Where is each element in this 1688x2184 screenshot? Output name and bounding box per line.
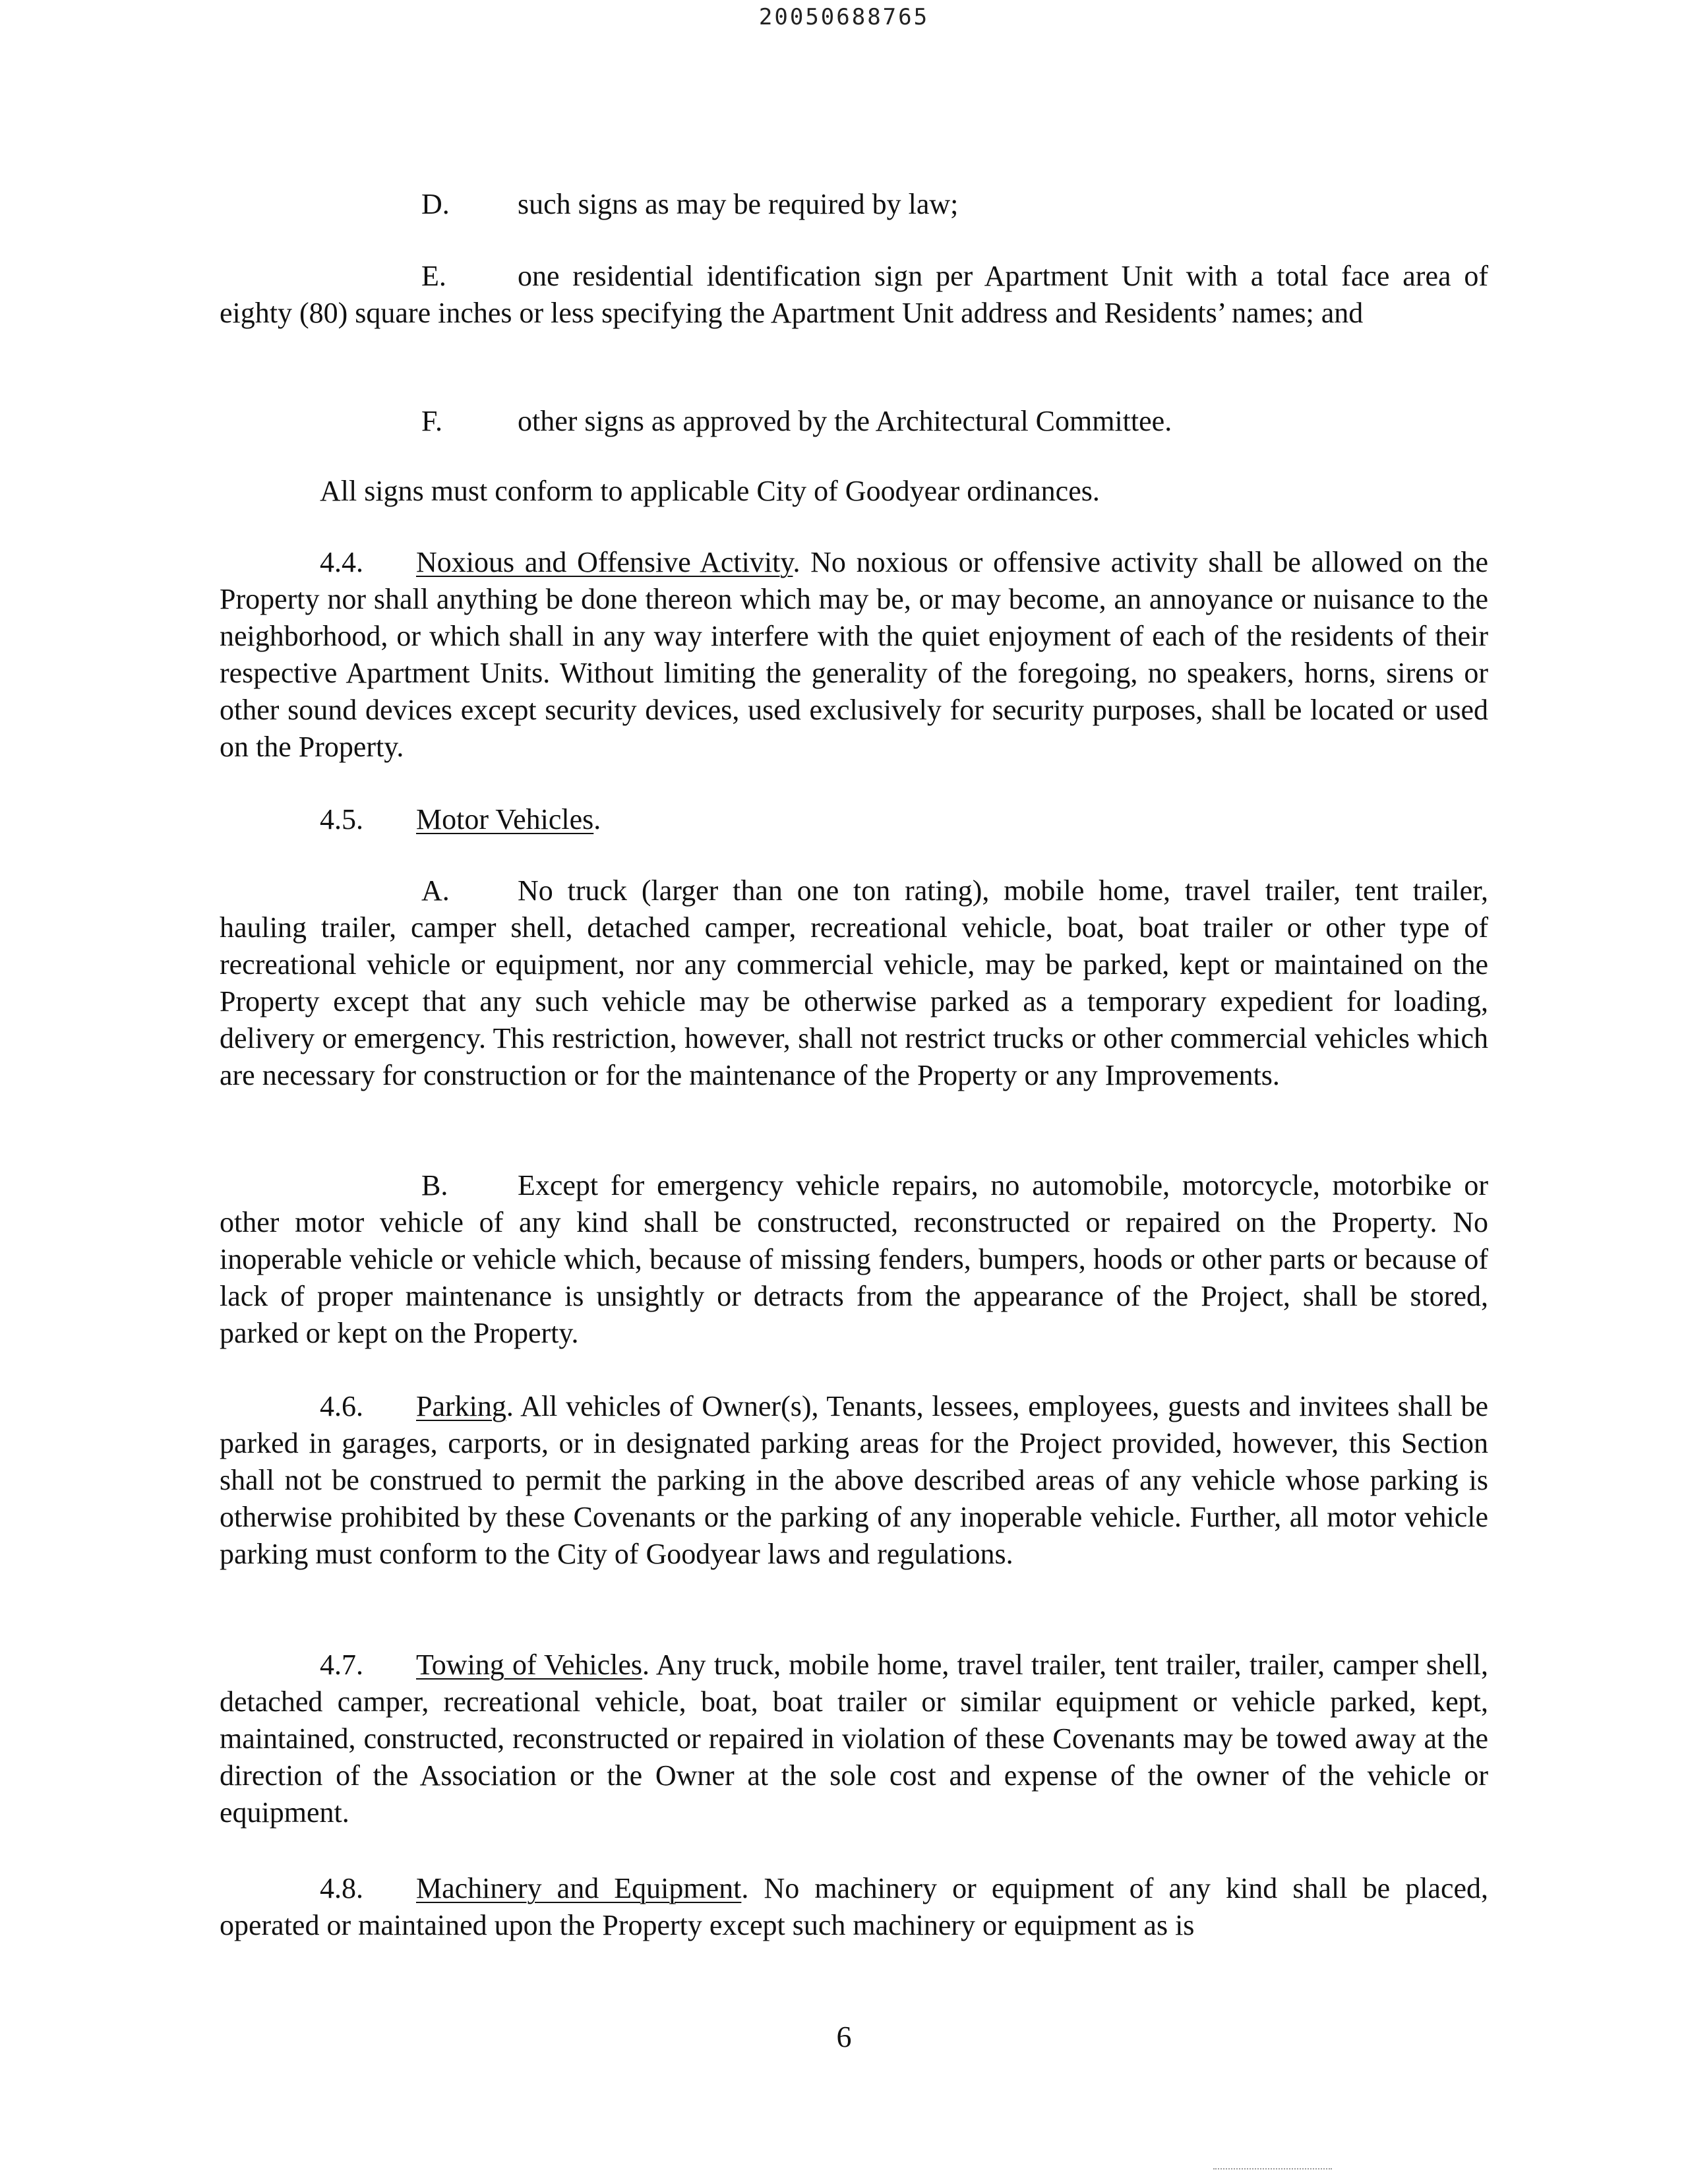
- signs-note: [220, 473, 1488, 510]
- item-b-text: Except for emergency vehicle repairs, no automobile, motorcycle, motorbike or other motor vehicle of any kind shall be constructed, reconstructed or repaired on the Property. No inoperable vehicle or vehicle which, because of missing fenders, bumpers, hoods or other parts or because of lack of proper maintenance is unsightly or detracts from the appearance of the Project, shall be stored, parked or kept on the Property.: [220, 1169, 1488, 1349]
- section-4-4-heading: Noxious and Offensive Activity: [416, 546, 793, 578]
- section-4-8-number: 4.8.: [320, 1872, 363, 1904]
- section-4-7-number: 4.7.: [320, 1649, 363, 1681]
- section-4-8-text: . No machinery or equipment of any kind shall be placed, operated or maintained upon the Property except such machinery or equipment as is: [220, 1872, 1489, 1941]
- item-f-number: F.: [421, 405, 442, 437]
- section-4-4: [220, 544, 1488, 766]
- item-d: [220, 186, 1488, 223]
- section-4-6: [220, 1388, 1488, 1573]
- item-f: [220, 403, 1488, 440]
- section-4-6-heading: Parking: [416, 1390, 506, 1422]
- section-4-7: [220, 1647, 1488, 1831]
- document-number: 20050688765: [758, 4, 930, 30]
- page-number: 6: [836, 2020, 852, 2053]
- section-4-6-number: 4.6.: [320, 1390, 363, 1422]
- section-4-5-text: .: [593, 803, 601, 835]
- item-d-number: D.: [421, 188, 450, 220]
- section-4-4-text: . No noxious or offensive activity shall be allowed on the Property nor shall anything be done thereon which may be, or may become, an annoyance or nuisance to the neighborhood, or which shall in any way interfere with the quiet enjoyment of each of the residents of their respective Apartment Units. Without limiting the generality of the foregoing, no speakers, horns, sirens or other sound devices except security devices, used exclusively for security purposes, shall be located or used on the Property.: [220, 546, 1488, 763]
- item-f-text: other signs as approved by the Architectural Committee.: [518, 405, 1172, 437]
- scan-artifact: [1213, 2168, 1332, 2172]
- item-d-text: such signs as may be required by law;: [518, 188, 959, 220]
- signs-note-text: All signs must conform to applicable City of Goodyear ordinances.: [320, 475, 1100, 507]
- section-4-8: [220, 1870, 1488, 1944]
- section-4-5: [220, 801, 1488, 838]
- item-e-number: E.: [421, 260, 446, 292]
- section-4-5-number: 4.5.: [320, 803, 363, 835]
- section-4-6-text: . All vehicles of Owner(s), Tenants, lessees, employees, guests and invitees shall be parked in garages, carports, or in designated parking areas for the Project provided, however, this Section shall not be construed to permit the parking in the above described areas of any vehicle whose parking is otherwise prohibited by these Covenants or the parking of any inoperable vehicle. Further, all motor vehicle parking must conform to the City of Goodyear laws and regulations.: [220, 1390, 1488, 1570]
- section-4-5-item-b: [220, 1167, 1488, 1352]
- section-4-8-heading: Machinery and Equipment: [416, 1872, 742, 1904]
- item-e-text: one residential identification sign per Apartment Unit with a total face area of eighty (80) square inches or less specifying the Apartment Unit address and Residents’ names; and: [220, 260, 1488, 329]
- section-4-4-number: 4.4.: [320, 546, 363, 578]
- item-e: [220, 258, 1488, 332]
- item-a-text: No truck (larger than one ton rating), mobile home, travel trailer, tent trailer, hauling trailer, camper shell, detached camper, recreational vehicle, boat, boat trailer or other type of recreational vehicle or equipment, nor any commercial vehicle, may be parked, kept or maintained on the Property except that any such vehicle may be otherwise parked as a temporary expedient for loading, delivery or emergency. This restriction, however, shall not restrict trucks or other commercial vehicles which are necessary for construction or for the maintenance of the Property or any Improvements.: [220, 874, 1488, 1091]
- item-a-number: A.: [421, 874, 450, 907]
- section-4-5-heading: Motor Vehicles: [416, 803, 594, 835]
- section-4-5-item-a: [220, 872, 1488, 1094]
- section-4-7-heading: Towing of Vehicles: [416, 1649, 643, 1681]
- section-4-7-text: . Any truck, mobile home, travel trailer, tent trailer, trailer, camper shell, detached camper, recreational vehicle, boat, boat trailer or similar equipment or vehicle parked, kept, maintained, constructed, reconstructed or repaired in violation of these Covenants may be towed away at the direction of the Association or the Owner at the sole cost and expense of the owner of the vehicle or equipment.: [220, 1649, 1488, 1829]
- item-b-number: B.: [421, 1169, 448, 1201]
